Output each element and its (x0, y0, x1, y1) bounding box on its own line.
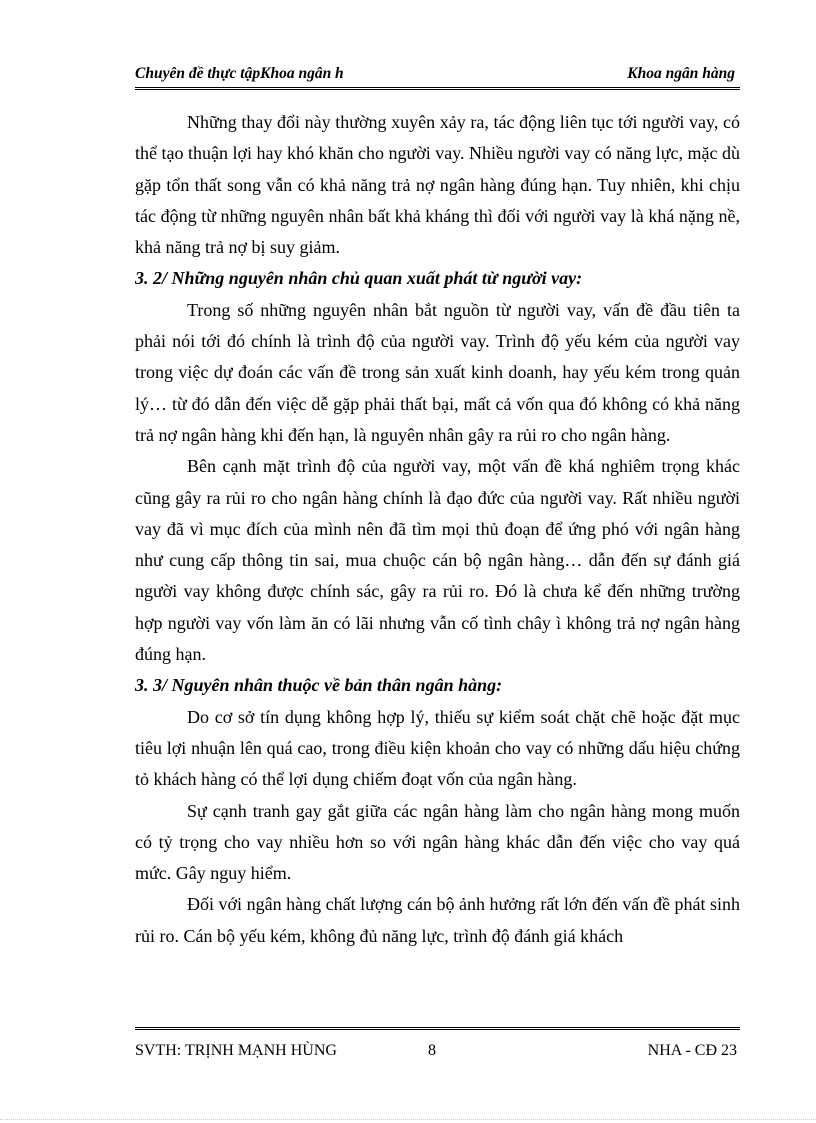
paragraph: Trong số những nguyên nhân bắt nguồn từ người vay, vấn đề đầu tiên ta phải nói tới đó chính là trình độ của người vay. Trình độ yếu kém của người vay trong việc dự đoán các vấn đề trong sản xuất kinh doanh, hay yếu kém trong quản lý… từ đó dẫn đến việc dễ gặp phải thất bại, mất cả vốn qua đó không có khả năng trả nợ ngân hàng khi đến hạn, là nguyên nhân gây ra rủi ro cho ngân hàng. (135, 299, 740, 445)
paragraph: Do cơ sở tín dụng không hợp lý, thiếu sự kiểm soát chặt chẽ hoặc đặt mục tiêu lợi nhuận lên quá cao, trong điều kiện khoản cho vay có những dấu hiệu chứng tỏ khách hàng có thể lợi dụng chiếm đoạt vốn của ngân hàng. (135, 706, 740, 790)
footer-class-code: NHA - CĐ 23 (647, 1042, 737, 1059)
document-body (135, 107, 740, 952)
page-edge-divider (0, 1119, 816, 1120)
section-heading: 3. 2/ Những nguyên nhân chủ quan xuất phát từ người vay: (135, 268, 583, 289)
section-heading: 3. 3/ Nguyên nhân thuộc về bản thân ngân hàng: (135, 675, 503, 696)
paragraph: Sự cạnh tranh gay gắt giữa các ngân hàng làm cho ngân hàng mong muốn có tỷ trọng cho vay nhiều hơn so với ngân hàng khác dẫn đến việc cho vay quá mức. Gây nguy hiểm. (135, 800, 740, 884)
header-left-title: Chuyên đề thực tậpKhoa ngân h (135, 65, 344, 82)
footer-rule (135, 1027, 740, 1030)
page-header (135, 63, 739, 85)
paragraph: Những thay đổi này thường xuyên xảy ra, tác động liên tục tới người vay, có thể tạo thuận lợi hay khó khăn cho người vay. Nhiều người vay có năng lực, mặc dù gặp tổn thất song vẫn có khả năng trả nợ ngân hàng đúng hạn. Tuy nhiên, khi chịu tác động từ những nguyên nhân bất khả kháng thì đối với người vay là khá nặng nề, khả năng trả nợ bị suy giảm. (135, 112, 741, 258)
page-number: 8 (428, 1042, 436, 1059)
header-right-title: Khoa ngân hàng (627, 65, 735, 82)
paragraph: Bên cạnh mặt trình độ của người vay, một vấn đề khá nghiêm trọng khác cũng gây ra rủi ro cho ngân hàng chính là đạo đức của người vay. Rất nhiều người vay đã vì mục đích của mình nên đã tìm mọi thủ đoạn để ứng phó với ngân hàng như cung cấp thông tin sai, mua chuộc cán bộ ngân hàng… dẫn đến sự đánh giá người vay không được chính sác, gây ra rủi ro. Đó là chưa kể đến những trường hợp người vay vốn làm ăn có lãi nhưng vẫn cố tình chây ì không trả nợ ngân hàng đúng hạn. (135, 456, 740, 665)
header-rule (135, 87, 740, 90)
footer-author: SVTH: TRỊNH MẠNH HÙNG (135, 1042, 337, 1059)
page-footer (135, 1042, 740, 1062)
paragraph: Đối với ngân hàng chất lượng cán bộ ảnh hưởng rất lớn đến vấn đề phát sinh rủi ro. Cán bộ yếu kém, không đủ năng lực, trình độ đánh giá khách (135, 894, 740, 946)
